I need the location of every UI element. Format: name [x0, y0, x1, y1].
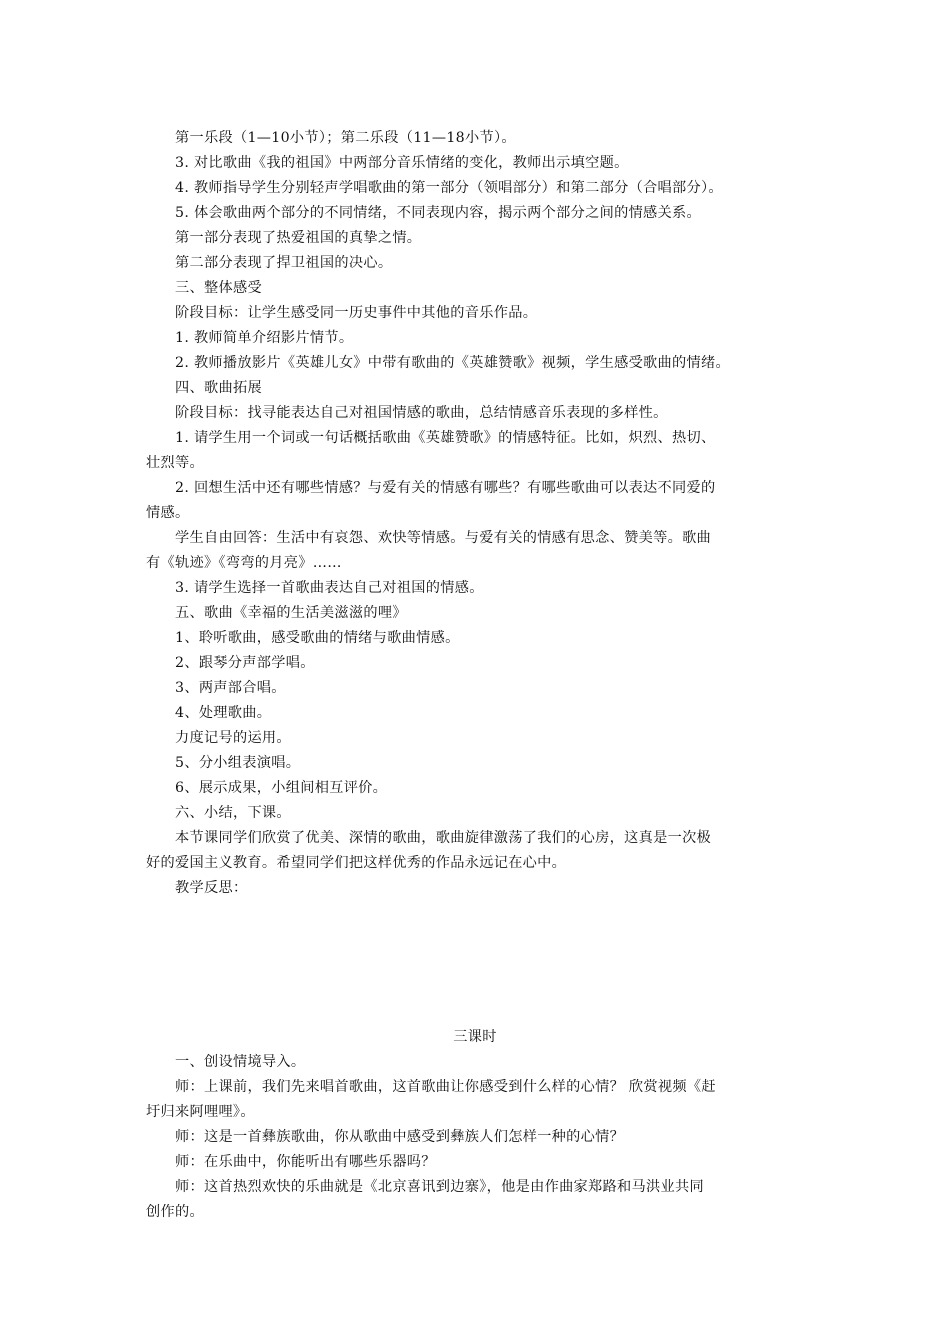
- text-line: 有《轨迹》《弯弯的月亮》……: [146, 555, 342, 571]
- text-line: 力度记号的运用。: [175, 730, 291, 746]
- text-line: 1. 请学生用一个词或一句话概括歌曲《英雄赞歌》的情感特征。比如，炽烈、热切、: [175, 430, 716, 446]
- section-heading: 三、整体感受: [175, 280, 262, 296]
- text-line: 师：这是一首彝族歌曲，你从歌曲中感受到彝族人们怎样一种的心情？: [175, 1129, 625, 1145]
- text-line: 阶段目标：让学生感受同一历史事件中其他的音乐作品。: [175, 305, 538, 321]
- text-line: 壮烈等。: [146, 455, 204, 471]
- text-line: 师：在乐曲中，你能听出有哪些乐器吗？: [175, 1154, 436, 1170]
- text-line: 2. 回想生活中还有哪些情感？与爱有关的情感有哪些？有哪些歌曲可以表达不同爱的: [175, 480, 716, 496]
- text-line: 1、聆听歌曲，感受歌曲的情绪与歌曲情感。: [175, 630, 460, 646]
- text-line: 第二部分表现了捍卫祖国的决心。: [175, 255, 393, 271]
- text-line: 教学反思：: [175, 880, 248, 896]
- text-line: 师：这首热烈欢快的乐曲就是《北京喜讯到边寨》，他是由作曲家郑路和马洪业共同: [175, 1179, 704, 1195]
- text-line: 2. 教师播放影片《英雄儿女》中带有歌曲的《英雄赞歌》视频，学生感受歌曲的情绪。: [175, 355, 730, 371]
- text-line: 6、展示成果，小组间相互评价。: [175, 780, 388, 796]
- text-line: 师：上课前，我们先来唱首歌曲，这首歌曲让你感受到什么样的心情？ 欣赏视频《赶: [175, 1079, 716, 1095]
- text-line: 2、跟琴分声部学唱。: [175, 655, 315, 671]
- text-line: 3、两声部合唱。: [175, 680, 286, 696]
- text-line: 学生自由回答：生活中有哀怨、欢快等情感。与爱有关的情感有思念、赞美等。歌曲: [175, 530, 712, 546]
- text-line: 3. 对比歌曲《我的祖国》中两部分音乐情绪的变化，教师出示填空题。: [175, 155, 629, 171]
- text-line: 本节课同学们欣赏了优美、深情的歌曲，歌曲旋律激荡了我们的心房，这真是一次极: [175, 830, 712, 846]
- section-heading: 五、歌曲《幸福的生活美滋滋的哩》: [175, 605, 407, 621]
- text-line: 圩归来阿哩哩》。: [146, 1104, 255, 1120]
- text-line: 3. 请学生选择一首歌曲表达自己对祖国的情感。: [175, 580, 484, 596]
- text-line: 4、处理歌曲。: [175, 705, 272, 721]
- text-line: 创作的。: [146, 1204, 204, 1220]
- text-line: 5、分小组表演唱。: [175, 755, 301, 771]
- section-heading: 四、歌曲拓展: [175, 380, 262, 396]
- section-heading: 一、创设情境导入。: [175, 1054, 306, 1070]
- text-line: 4. 教师指导学生分别轻声学唱歌曲的第一部分（领唱部分）和第二部分（合唱部分）。: [175, 180, 723, 196]
- text-line: 情感。: [146, 505, 190, 521]
- text-line: 阶段目标：找寻能表达自己对祖国情感的歌曲，总结情感音乐表现的多样性。: [175, 405, 668, 421]
- text-line: 第一乐段（1—10小节）；第二乐段（11—18小节）。: [175, 130, 516, 146]
- text-line: 第一部分表现了热爱祖国的真挚之情。: [175, 230, 422, 246]
- text-line: 5. 体会歌曲两个部分的不同情绪，不同表现内容，揭示两个部分之间的情感关系。: [175, 205, 702, 221]
- lesson-title: 三课时: [453, 1029, 497, 1045]
- section-heading: 六、小结，下课。: [175, 805, 291, 821]
- text-line: 1. 教师简单介绍影片情节。: [175, 330, 354, 346]
- text-line: 好的爱国主义教育。希望同学们把这样优秀的作品永远记在心中。: [146, 855, 567, 871]
